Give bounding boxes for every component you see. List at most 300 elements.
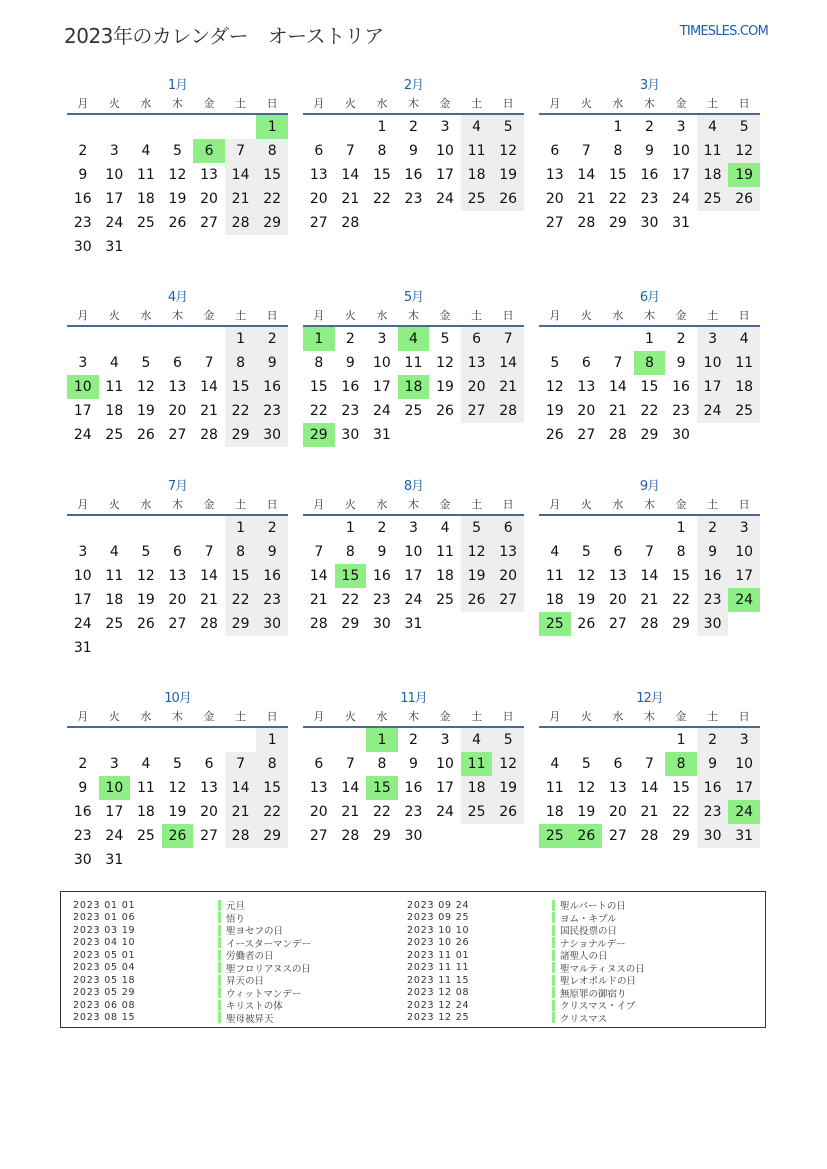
month-name: 3月 <box>639 78 660 93</box>
empty-day-cell <box>256 636 288 660</box>
day-cell: 29 <box>256 211 288 235</box>
day-cell: 25 <box>136 828 155 844</box>
month-name: 11月 <box>400 691 427 706</box>
day-cell: 26 <box>168 215 187 231</box>
holiday-day-cell: 24 <box>728 800 760 824</box>
holiday-day-cell: 8 <box>665 752 697 776</box>
legend-item <box>407 999 645 1012</box>
week-row <box>67 728 288 752</box>
day-cell: 13 <box>492 540 524 564</box>
month-8 <box>303 475 524 636</box>
week-row <box>539 752 760 776</box>
day-cell: 28 <box>608 427 627 443</box>
day-cell: 16 <box>372 568 391 584</box>
day-cell: 15 <box>372 167 391 183</box>
day-cell: 2 <box>78 756 88 772</box>
day-cell: 11 <box>105 568 124 584</box>
week-row <box>539 187 760 211</box>
legend-column-right <box>407 899 645 1024</box>
day-cell: 26 <box>436 403 454 419</box>
day-cell: 22 <box>672 804 690 820</box>
day-cell: 27 <box>461 399 493 423</box>
weekday-label: 土 <box>471 498 483 511</box>
empty-day-cell <box>193 235 225 259</box>
day-cell: 21 <box>640 804 659 820</box>
day-cell: 12 <box>492 139 524 163</box>
weekday-label: 土 <box>707 710 719 723</box>
day-cell: 5 <box>173 143 182 159</box>
weekday-label: 火 <box>580 710 592 723</box>
week-row <box>67 776 288 800</box>
day-cell: 16 <box>697 776 729 800</box>
holiday-marker <box>218 912 221 923</box>
day-cell: 23 <box>73 215 92 231</box>
day-cell: 7 <box>345 143 355 159</box>
day-cell: 25 <box>697 187 729 211</box>
day-cell: 27 <box>200 828 218 844</box>
holiday-date: 2023 05 29 <box>73 987 136 999</box>
day-cell: 24 <box>672 191 690 207</box>
week-row <box>539 824 760 848</box>
holiday-marker <box>218 1012 221 1023</box>
empty-day-cell <box>539 327 571 351</box>
holiday-name: 聖マルティヌスの日 <box>560 963 645 975</box>
empty-day-cell <box>335 115 367 139</box>
weekday-label: 土 <box>707 97 719 110</box>
day-cell: 15 <box>256 163 288 187</box>
holiday-date: 2023 08 15 <box>73 1012 136 1024</box>
day-cell: 22 <box>225 588 257 612</box>
day-cell: 17 <box>436 780 454 796</box>
legend-item <box>73 937 311 950</box>
weekday-label: 水 <box>140 710 152 723</box>
day-cell: 12 <box>492 752 524 776</box>
weekday-label: 土 <box>235 97 247 110</box>
holiday-day-cell: 19 <box>728 163 760 187</box>
week-row <box>539 516 760 540</box>
holiday-date: 2023 10 26 <box>407 937 470 949</box>
day-cell: 29 <box>256 824 288 848</box>
week-row <box>67 235 288 259</box>
weekday-label: 金 <box>675 309 687 322</box>
holiday-date: 2023 11 15 <box>407 974 470 986</box>
day-cell: 13 <box>309 167 328 183</box>
holiday-name: 元旦 <box>226 901 246 913</box>
empty-day-cell <box>225 728 257 752</box>
day-cell: 13 <box>168 379 187 395</box>
day-cell: 8 <box>676 544 686 560</box>
empty-day-cell <box>602 516 634 540</box>
week-row <box>539 139 760 163</box>
weekday-label: 火 <box>344 498 356 511</box>
day-cell: 29 <box>225 423 257 447</box>
weekday-label: 木 <box>171 309 183 322</box>
month-4 <box>67 286 288 447</box>
day-cell: 26 <box>545 427 564 443</box>
weekday-label: 日 <box>266 498 278 511</box>
month-5 <box>303 286 524 447</box>
week-row <box>303 612 524 636</box>
legend-item <box>407 949 645 962</box>
day-cell: 20 <box>309 804 328 820</box>
holiday-date: 2023 11 11 <box>407 962 470 974</box>
weekday-label: 月 <box>77 710 89 723</box>
day-cell: 12 <box>545 379 564 395</box>
day-cell: 6 <box>314 756 324 772</box>
holiday-name: 国民投票の日 <box>560 926 618 938</box>
day-cell: 21 <box>577 191 596 207</box>
weekday-label: 木 <box>407 309 419 322</box>
month-10 <box>67 687 288 872</box>
day-cell: 31 <box>672 215 690 231</box>
weekday-header <box>303 707 524 725</box>
day-cell: 17 <box>728 564 760 588</box>
weekday-label: 水 <box>376 498 388 511</box>
day-cell: 3 <box>728 516 760 540</box>
weekday-label: 木 <box>407 498 419 511</box>
day-cell: 22 <box>672 592 690 608</box>
holiday-date: 2023 04 10 <box>73 937 136 949</box>
week-row <box>67 163 288 187</box>
day-cell: 9 <box>377 544 387 560</box>
day-cell: 5 <box>141 355 151 371</box>
day-cell: 25 <box>436 592 454 608</box>
weekday-label: 土 <box>707 309 719 322</box>
holiday-name: クリスマス <box>560 1013 608 1025</box>
holiday-marker <box>218 950 221 961</box>
day-cell: 20 <box>309 191 328 207</box>
weekday-label: 火 <box>580 498 592 511</box>
empty-day-cell <box>162 115 194 139</box>
day-cell: 30 <box>73 239 92 255</box>
empty-day-cell <box>492 211 524 235</box>
empty-day-cell <box>571 115 603 139</box>
day-cell: 17 <box>436 167 454 183</box>
weekday-header <box>67 306 288 324</box>
empty-day-cell <box>602 728 634 752</box>
week-row <box>539 327 760 351</box>
day-cell: 14 <box>640 568 659 584</box>
weekday-header <box>67 94 288 112</box>
legend-item <box>73 962 311 975</box>
weekday-label: 日 <box>502 498 514 511</box>
day-cell: 22 <box>640 403 659 419</box>
day-cell: 5 <box>550 355 560 371</box>
day-cell: 18 <box>545 592 564 608</box>
holiday-name: 聖フロリアヌスの日 <box>226 963 311 975</box>
weekday-label: 月 <box>313 498 325 511</box>
holiday-date: 2023 03 19 <box>73 924 136 936</box>
week-row <box>67 139 288 163</box>
legend-item <box>73 912 311 925</box>
day-cell: 1 <box>645 331 654 347</box>
day-cell: 24 <box>73 616 92 632</box>
weekday-label: 水 <box>612 97 624 110</box>
week-row <box>67 848 288 872</box>
holiday-date: 2023 09 24 <box>407 899 470 911</box>
empty-day-cell <box>256 848 288 872</box>
weekday-header <box>539 707 760 725</box>
day-cell: 5 <box>728 115 760 139</box>
day-cell: 4 <box>728 327 760 351</box>
holiday-marker <box>552 1000 555 1011</box>
day-cell: 11 <box>136 780 155 796</box>
day-cell: 27 <box>168 616 187 632</box>
day-cell: 20 <box>200 804 218 820</box>
site-name[interactable]: TIMESLES.COM <box>679 24 768 39</box>
empty-day-cell <box>130 728 162 752</box>
empty-day-cell <box>130 235 162 259</box>
day-cell: 8 <box>613 143 623 159</box>
day-cell: 17 <box>728 776 760 800</box>
holiday-name: 聖ヨセフの日 <box>226 926 284 938</box>
weekday-label: 金 <box>439 710 451 723</box>
day-cell: 15 <box>225 564 257 588</box>
day-cell: 29 <box>640 427 659 443</box>
holiday-date: 2023 11 01 <box>407 949 470 961</box>
empty-day-cell <box>728 211 760 235</box>
day-cell: 14 <box>309 568 328 584</box>
day-cell: 28 <box>640 828 659 844</box>
week-row <box>303 824 524 848</box>
empty-day-cell <box>99 636 131 660</box>
week-row <box>67 516 288 540</box>
weekday-label: 月 <box>549 97 561 110</box>
day-cell: 4 <box>461 115 493 139</box>
weekday-label: 月 <box>77 498 89 511</box>
day-cell: 8 <box>256 752 288 776</box>
empty-day-cell <box>99 115 131 139</box>
day-cell: 6 <box>581 355 591 371</box>
day-cell: 11 <box>461 139 493 163</box>
week-row <box>67 423 288 447</box>
empty-day-cell <box>225 115 257 139</box>
day-cell: 24 <box>105 215 124 231</box>
day-cell: 17 <box>73 592 92 608</box>
day-cell: 27 <box>309 215 328 231</box>
week-row <box>303 399 524 423</box>
day-cell: 30 <box>640 215 659 231</box>
weekday-label: 土 <box>471 309 483 322</box>
weekday-label: 月 <box>313 710 325 723</box>
weekday-label: 木 <box>643 498 655 511</box>
holiday-day-cell: 15 <box>366 776 398 800</box>
day-cell: 19 <box>168 804 187 820</box>
day-cell: 22 <box>225 399 257 423</box>
day-cell: 14 <box>341 167 360 183</box>
empty-day-cell <box>99 728 131 752</box>
day-cell: 7 <box>613 355 623 371</box>
day-cell: 28 <box>341 215 360 231</box>
weekday-label: 木 <box>171 97 183 110</box>
day-cell: 14 <box>608 379 627 395</box>
day-cell: 19 <box>168 191 187 207</box>
legend-item <box>407 1012 645 1025</box>
week-row <box>303 375 524 399</box>
weekday-header <box>539 94 760 112</box>
day-cell: 30 <box>404 828 423 844</box>
day-cell: 14 <box>200 568 218 584</box>
day-cell: 3 <box>377 331 387 347</box>
day-cell: 13 <box>545 167 564 183</box>
weekday-label: 水 <box>376 97 388 110</box>
month-name: 8月 <box>403 479 424 494</box>
day-cell: 31 <box>728 824 760 848</box>
day-cell: 20 <box>577 403 596 419</box>
day-cell: 21 <box>341 804 360 820</box>
day-cell: 30 <box>73 852 92 868</box>
week-row <box>303 351 524 375</box>
empty-day-cell <box>303 115 335 139</box>
holiday-day-cell: 6 <box>193 139 225 163</box>
day-cell: 29 <box>608 215 627 231</box>
day-cell: 30 <box>697 612 729 636</box>
day-cell: 18 <box>105 403 124 419</box>
day-cell: 20 <box>461 375 493 399</box>
day-cell: 29 <box>225 612 257 636</box>
holiday-date: 2023 05 04 <box>73 962 136 974</box>
empty-day-cell <box>492 824 524 848</box>
day-cell: 20 <box>608 804 627 820</box>
weekday-label: 火 <box>344 309 356 322</box>
weekday-header <box>303 94 524 112</box>
day-cell: 20 <box>545 191 564 207</box>
legend-item <box>73 924 311 937</box>
day-cell: 9 <box>409 143 418 159</box>
day-cell: 23 <box>341 403 360 419</box>
weekday-label: 日 <box>502 710 514 723</box>
day-cell: 22 <box>372 191 391 207</box>
day-cell: 6 <box>314 143 324 159</box>
holiday-name: クリスマス・イブ <box>560 1001 636 1013</box>
week-row <box>67 327 288 351</box>
day-cell: 8 <box>345 544 355 560</box>
week-row <box>67 800 288 824</box>
weekday-label: 木 <box>171 498 183 511</box>
day-cell: 2 <box>409 119 418 135</box>
day-cell: 16 <box>256 564 288 588</box>
holiday-name: 労働者の日 <box>226 951 274 963</box>
day-cell: 11 <box>136 167 155 183</box>
day-cell: 22 <box>372 804 391 820</box>
day-cell: 18 <box>545 804 564 820</box>
week-row <box>539 163 760 187</box>
holiday-name: ナショナルデー <box>560 938 626 950</box>
day-cell: 18 <box>136 804 155 820</box>
day-cell: 7 <box>314 544 324 560</box>
day-cell: 15 <box>672 780 690 796</box>
month-9 <box>539 475 760 636</box>
weekday-label: 月 <box>77 309 89 322</box>
month-12 <box>539 687 760 848</box>
empty-day-cell <box>728 423 760 447</box>
day-cell: 26 <box>577 616 596 632</box>
day-cell: 20 <box>168 592 187 608</box>
day-cell: 9 <box>78 167 88 183</box>
holiday-legend <box>60 891 766 1028</box>
week-row <box>67 564 288 588</box>
day-cell: 27 <box>492 588 524 612</box>
day-cell: 13 <box>608 780 627 796</box>
day-cell: 1 <box>256 728 288 752</box>
week-row <box>539 351 760 375</box>
holiday-day-cell: 10 <box>67 375 99 399</box>
empty-day-cell <box>429 612 461 636</box>
day-cell: 24 <box>404 592 423 608</box>
day-cell: 23 <box>256 399 288 423</box>
day-cell: 30 <box>372 616 391 632</box>
weekday-label: 火 <box>344 97 356 110</box>
day-cell: 24 <box>697 399 729 423</box>
day-cell: 6 <box>613 756 623 772</box>
day-cell: 8 <box>225 351 257 375</box>
day-cell: 6 <box>550 143 560 159</box>
day-cell: 7 <box>345 756 355 772</box>
weekday-label: 日 <box>502 97 514 110</box>
day-cell: 7 <box>645 544 654 560</box>
day-cell: 16 <box>672 379 690 395</box>
day-cell: 25 <box>404 403 423 419</box>
empty-day-cell <box>130 636 162 660</box>
week-row <box>67 187 288 211</box>
day-cell: 2 <box>697 728 729 752</box>
day-cell: 21 <box>608 403 627 419</box>
weekday-label: 金 <box>203 710 215 723</box>
weekday-label: 月 <box>313 309 325 322</box>
empty-day-cell <box>492 423 524 447</box>
holiday-name: イースターマンデー <box>226 938 312 950</box>
day-cell: 26 <box>492 187 524 211</box>
week-row <box>67 351 288 375</box>
day-cell: 30 <box>672 427 690 443</box>
empty-day-cell <box>303 728 335 752</box>
holiday-day-cell: 18 <box>398 375 430 399</box>
day-cell: 9 <box>345 355 355 371</box>
empty-day-cell <box>634 516 666 540</box>
month-6 <box>539 286 760 447</box>
day-cell: 17 <box>105 804 124 820</box>
empty-day-cell <box>728 612 760 636</box>
week-row <box>539 423 760 447</box>
holiday-marker <box>552 975 555 986</box>
empty-day-cell <box>303 516 335 540</box>
day-cell: 23 <box>697 800 729 824</box>
day-cell: 28 <box>341 828 360 844</box>
day-cell: 21 <box>341 191 360 207</box>
week-row <box>303 728 524 752</box>
day-cell: 9 <box>697 540 729 564</box>
day-cell: 29 <box>672 616 690 632</box>
weekday-label: 月 <box>549 710 561 723</box>
empty-day-cell <box>398 423 430 447</box>
day-cell: 22 <box>341 592 360 608</box>
day-cell: 18 <box>728 375 760 399</box>
month-name: 12月 <box>636 691 663 706</box>
day-cell: 26 <box>461 588 493 612</box>
day-cell: 10 <box>436 756 454 772</box>
weekday-label: 土 <box>235 498 247 511</box>
day-cell: 3 <box>697 327 729 351</box>
day-cell: 5 <box>492 115 524 139</box>
day-cell: 4 <box>440 520 450 536</box>
day-cell: 30 <box>341 427 360 443</box>
weekday-label: 土 <box>707 498 719 511</box>
day-cell: 18 <box>436 568 454 584</box>
holiday-day-cell: 24 <box>728 588 760 612</box>
weekday-label: 火 <box>108 97 120 110</box>
holiday-marker <box>552 1012 555 1023</box>
day-cell: 28 <box>309 616 328 632</box>
